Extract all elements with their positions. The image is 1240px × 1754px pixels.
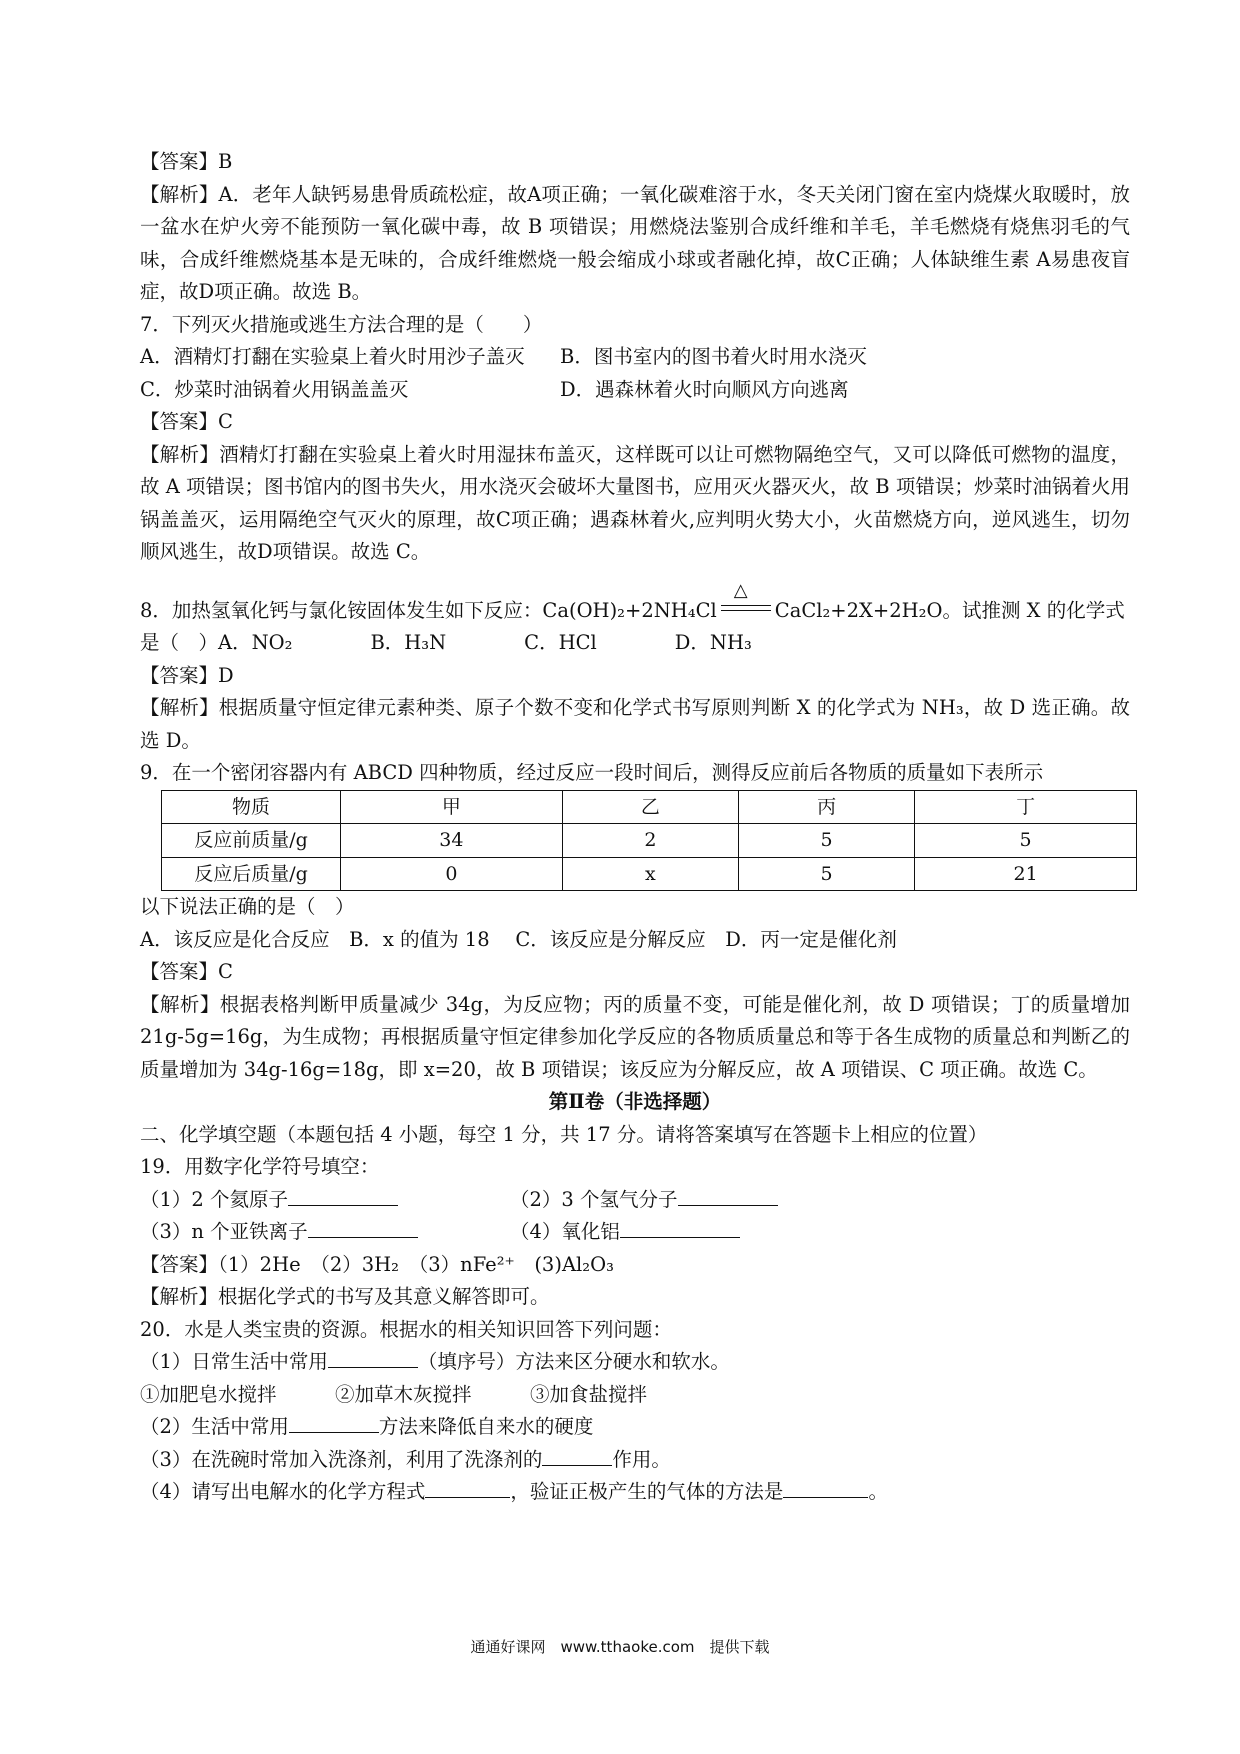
spacer [140,569,1130,585]
q20-part2-pre: （2）生活中常用 [140,1415,289,1438]
page-footer: 通通好课网 www.tthaoke.com 提供下载 [470,1638,770,1656]
table-cell: 5 [915,824,1137,858]
q7-option-d: D．遇森林着火时向顺风方向逃离 [560,377,849,401]
page-content [140,146,1130,1509]
q8-options: 是（ ）A．NO₂ B．H₃N C．HCl D．NH₃ [140,631,752,654]
table-row [162,857,1137,891]
answer-blank[interactable] [783,1478,868,1499]
q7-option-a: A．酒精灯打翻在实验桌上着火时用沙子盖灭 [140,345,525,368]
q6-answer: 【答案】B [140,150,233,173]
table-cell: 反应前质量/g [162,824,341,858]
q7-options-row1 [140,341,1130,374]
q7-option-b: B．图书室内的图书着火时用水浇灭 [560,345,867,368]
table-cell: 反应后质量/g [162,857,341,891]
q7-answer: 【答案】C [140,410,233,433]
q8-analysis: 【解析】根据质量守恒定律元素种类、原子个数不变和化学式书写原则判断 X 的化学式为 NH₃，故 D 选正确。故选 D。 [140,696,1130,752]
answer-blank[interactable] [678,1185,778,1206]
q20-part4-pre: （4）请写出电解水的化学方程式 [140,1480,426,1503]
table-row [162,824,1137,858]
q20-part3-post: 作用。 [612,1447,671,1471]
q8-stem [140,580,1130,628]
q8-products: CaCl₂+2X+2H₂O [774,598,943,622]
q7-options-row2 [140,374,1130,407]
q6-analysis: 【解析】A．老年人缺钙易患骨质疏松症，故A项正确；一氧化碳难溶于水，冬天关闭门窗在室内烧煤火取暖时，放一盆水在炉火旁不能预防一氧化碳中毒，故 B 项错误；用燃烧法鉴别合成纤维和羊毛，羊毛燃烧有烧焦羽毛的气味，合成纤维燃烧基本是无味的，合成纤维燃烧一般会缩成小球或者融化掉，故C正确；人体缺维生素 A易患夜盲症，故D项正确。故选 B。 [140,182,1130,303]
q7-stem: 7．下列灭火措施或逃生方法合理的是（ ） [140,312,543,336]
q9-mass-table [161,790,1137,892]
answer-blank[interactable] [308,1218,418,1239]
q19-row2 [140,1216,1130,1249]
answer-blank[interactable] [620,1218,740,1239]
table-header-cell: 丁 [915,790,1137,824]
q9-stem: 9．在一个密闭容器内有 ABCD 四种物质，经过反应一段时间后，测得反应前后各物质的质量如下表所示 [140,761,1044,784]
heating-condition: △ [733,580,748,601]
table-cell: 2 [562,824,738,858]
q19-row1 [140,1184,1130,1217]
table-header-cell: 乙 [562,790,738,824]
q20-part2-post: 方法来降低自来水的硬度 [378,1415,594,1438]
q8-answer: 【答案】D [140,663,234,687]
q19-analysis: 【解析】根据化学式的书写及其意义解答即可。 [140,1285,550,1308]
q19-stem: 19．用数字化学符号填空： [140,1155,380,1178]
q20-stem: 20．水是人类宝贵的资源。根据水的相关知识回答下列问题： [140,1317,672,1341]
q9-options: A．该反应是化合反应 B．x 的值为 18 C．该反应是分解反应 D．丙一定是催化剂 [140,927,897,951]
q7-option-c: C．炒菜时油锅着火用锅盖盖灭 [140,377,409,401]
table-cell: x [562,857,738,891]
q20-part3-pre: （3）在洗碗时常加入洗涤剂，利用了洗涤剂的 [140,1447,543,1471]
table-cell: 5 [738,857,914,891]
q20-part3 [140,1444,1130,1477]
q19-item4 [510,1216,740,1249]
q19-item1 [140,1184,510,1217]
q20-part1-pre: （1）日常生活中常用 [140,1350,328,1373]
q19-item3 [140,1216,510,1249]
table-cell: 21 [915,857,1137,891]
equals-bar-top [721,605,771,606]
q20-part4-post: 。 [868,1480,888,1503]
table-cell: 0 [341,857,563,891]
answer-blank[interactable] [328,1348,418,1369]
q19-item2-label: （2）3 个氢气分子 [510,1187,678,1211]
q19-item3-label: （3）n 个亚铁离子 [140,1220,308,1243]
q8-reactants: Ca(OH)₂+2NH₄Cl [542,598,717,622]
q20-part1-post: （填序号）方法来区分硬水和软水。 [417,1350,730,1373]
q8-stem-pre: 8．加热氢氧化钙与氯化铵固体发生如下反应： [140,598,543,622]
table-header-cell: 物质 [162,790,341,824]
answer-blank[interactable] [289,1413,379,1434]
table-header-row [162,790,1137,824]
answer-blank[interactable] [288,1185,398,1206]
q20-choices: ①加肥皂水搅拌 ②加草木灰搅拌 ③加食盐搅拌 [140,1382,648,1406]
section-heading: 二、化学填空题（本题包括 4 小题，每空 1 分，共 17 分。请将答案填写在答题卡上相应的位置） [140,1122,988,1146]
answer-blank[interactable] [425,1478,510,1499]
q19-answer: 【答案】（1）2He （2）3H₂ （3）nFe²⁺ (3)Al₂O₃ [140,1252,614,1276]
q20-part1 [140,1346,1130,1379]
table-cell: 34 [341,824,563,858]
q19-item1-label: （1）2 个氦原子 [140,1187,289,1211]
q9-analysis: 【解析】根据表格判断甲质量减少 34g，为反应物；丙的质量不变，可能是催化剂，故 D 项错误；丁的质量增加 21g-5g=16g，为生成物；再根据质量守恒定律参加化学反应的各物质质量总和等于各生成物的质量总和判断乙的质量增加为 34g-16g=18g，即 x=20，故 B 项错误；该反应为分解反应，故 A 项错误、C 项正确。故选 C。 [140,992,1130,1081]
q7-analysis: 【解析】酒精灯打翻在实验桌上着火时用湿抹布盖灭，这样既可以让可燃物隔绝空气，又可以降低可燃物的温度，故 A 项错误；图书馆内的图书失火，用水浇灭会破坏大量图书，应用灭火器灭火，故 B 项错误；炒菜时油锅着火用锅盖盖灭，运用隔绝空气灭火的原理，故C项正确；遇森林着火,应判明火势大小，火苗燃烧方向，逆风逃生，切勿顺风逃生，故D项错误。故选 C。 [140,442,1130,563]
section-title: 第Ⅱ卷（非选择题） [548,1090,722,1113]
answer-blank[interactable] [542,1445,612,1466]
table-cell: 5 [738,824,914,858]
q9-answer: 【答案】C [140,960,233,983]
q19-item2 [510,1184,778,1217]
reaction-equals-sign [721,580,771,621]
equals-bar-bottom [721,610,771,611]
q19-item4-label: （4）氧化铝 [510,1220,620,1243]
table-header-cell: 丙 [738,790,914,824]
q8-stem-post: 。试推测 X 的化学式 [942,598,1125,622]
q20-part2 [140,1411,1130,1444]
q20-part4-mid: ，验证正极产生的气体的方法是 [510,1480,784,1503]
table-header-cell: 甲 [341,790,563,824]
q20-part4 [140,1476,1130,1509]
q9-prompt: 以下说法正确的是（ ） [140,895,355,918]
